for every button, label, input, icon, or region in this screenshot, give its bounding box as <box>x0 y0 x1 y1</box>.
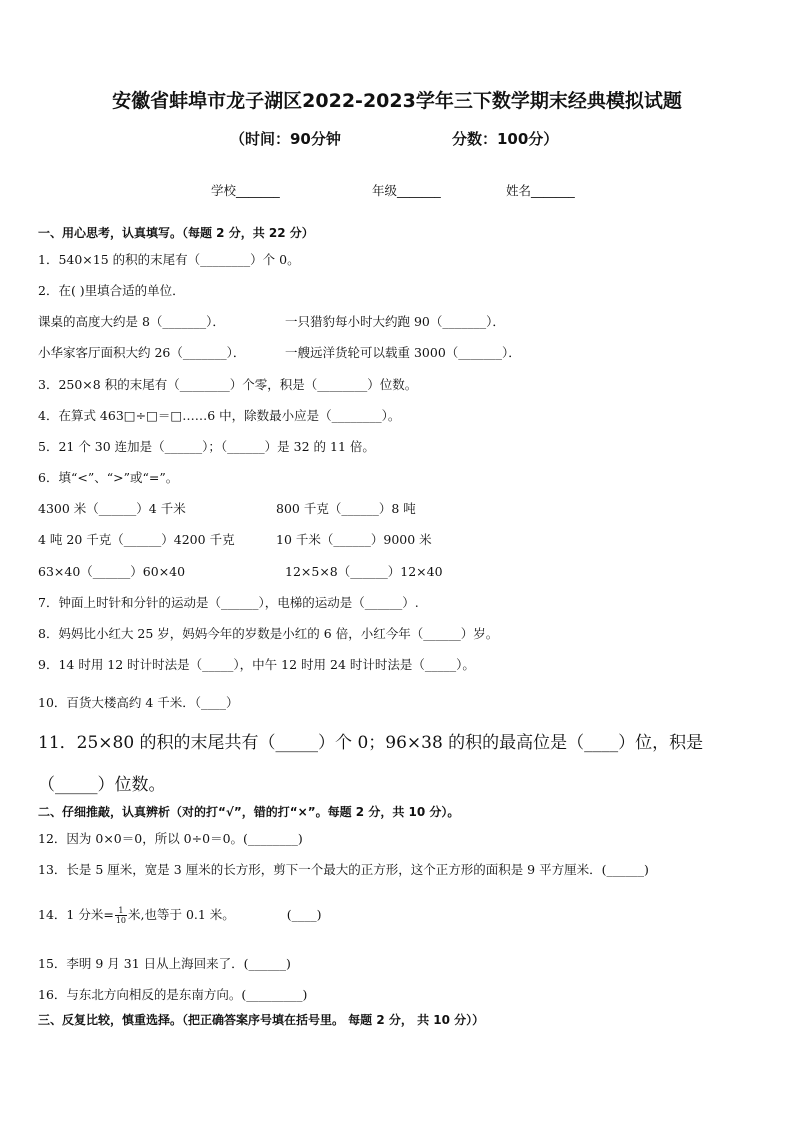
grade-field: 年级_______ <box>372 183 441 198</box>
question-6-item-f: 12×5×8（______）12×40 <box>285 564 443 579</box>
question-11-continued: （_____）位数。 <box>38 775 166 795</box>
question-14-suffix: 米,也等于 0.1 米。 <box>128 907 235 922</box>
fraction-denominator: 10 <box>115 916 126 925</box>
section-3-heading: 三、反复比较，慎重选择。（把正确答案序号填在括号里。 每题 2 分， 共 10 分）） <box>38 1013 485 1027</box>
question-2-item-b: 一只猎豹每小时大约跑 90（_______）． <box>285 314 505 329</box>
question-10: 10．百货大楼高约 4 千米．（____） <box>38 695 239 710</box>
question-13: 13．长是 5 厘米，宽是 3 厘米的长方形，剪下一个最大的正方形，这个正方形的面积是 9 平方厘米．(______) <box>38 862 649 877</box>
question-2: 2．在( )里填合适的单位． <box>38 283 185 298</box>
question-6-item-e: 63×40（______）60×40 <box>38 564 186 579</box>
question-6-item-a: 4300 米（______）4 千米 <box>38 501 186 516</box>
question-14 <box>38 905 322 925</box>
name-field: 姓名_______ <box>506 183 575 198</box>
question-12: 12．因为 0×0＝0，所以 0÷0＝0。(________) <box>38 831 303 846</box>
question-16: 16．与东北方向相反的是东南方向。(_________) <box>38 987 308 1002</box>
question-6-item-b: 800 千克（______）8 吨 <box>276 501 416 516</box>
question-5: 5．21 个 30 连加是（______）；（______）是 32 的 11 倍。 <box>38 439 375 454</box>
exam-score: 分数：100分） <box>452 130 559 148</box>
question-7: 7．钟面上时针和分针的运动是（______），电梯的运动是（______）. <box>38 595 419 610</box>
question-9: 9．14 时用 12 时计时法是（_____），中午 12 时用 24 时计时法是（_____）。 <box>38 657 475 672</box>
question-2-item-d: 一艘远洋货轮可以载重 3000（_______）． <box>285 345 521 360</box>
section-1-heading: 一、用心思考，认真填写。（每题 2 分，共 22 分） <box>38 226 314 240</box>
school-field: 学校_______ <box>211 183 280 198</box>
question-8: 8．妈妈比小红大 25 岁，妈妈今年的岁数是小红的 6 倍，小红今年（______）岁。 <box>38 626 499 641</box>
question-14-prefix: 14．1 分米= <box>38 907 114 922</box>
question-6-item-c: 4 吨 20 千克（______）4200 千克 <box>38 532 235 547</box>
section-2-heading: 二、仔细推敲，认真辨析（对的打“√”，错的打“×”。每题 2 分，共 10 分）。 <box>38 805 460 819</box>
question-2-item-a: 课桌的高度大约是 8（_______）． <box>38 314 225 329</box>
page-title: 安徽省蚌埠市龙子湖区2022-2023学年三下数学期末经典模拟试题 <box>112 90 682 112</box>
question-2-item-c: 小华家客厅面积大约 26（_______）． <box>38 345 246 360</box>
fraction-one-tenth <box>115 906 127 925</box>
question-11: 11．25×80 的积的末尾共有（_____）个 0；96×38 的积的最高位是（____）位，积是 <box>38 733 704 753</box>
question-15: 15．李明 9 月 31 日从上海回来了．(______) <box>38 956 291 971</box>
question-14-answer-blank: (____) <box>286 907 322 922</box>
question-6-item-d: 10 千米（______）9000 米 <box>276 532 432 547</box>
question-6: 6．填“<”、“>”或“=”。 <box>38 470 179 485</box>
question-3: 3．250×8 积的末尾有（________）个零，积是（________）位数。 <box>38 377 418 392</box>
exam-time: （时间：90分钟 <box>230 130 341 148</box>
question-4: 4．在算式 463□÷□＝□……6 中，除数最小应是（________）。 <box>38 408 401 423</box>
fraction-numerator: 1 <box>115 906 127 916</box>
question-1: 1．540×15 的积的末尾有（________）个 0。 <box>38 252 300 267</box>
